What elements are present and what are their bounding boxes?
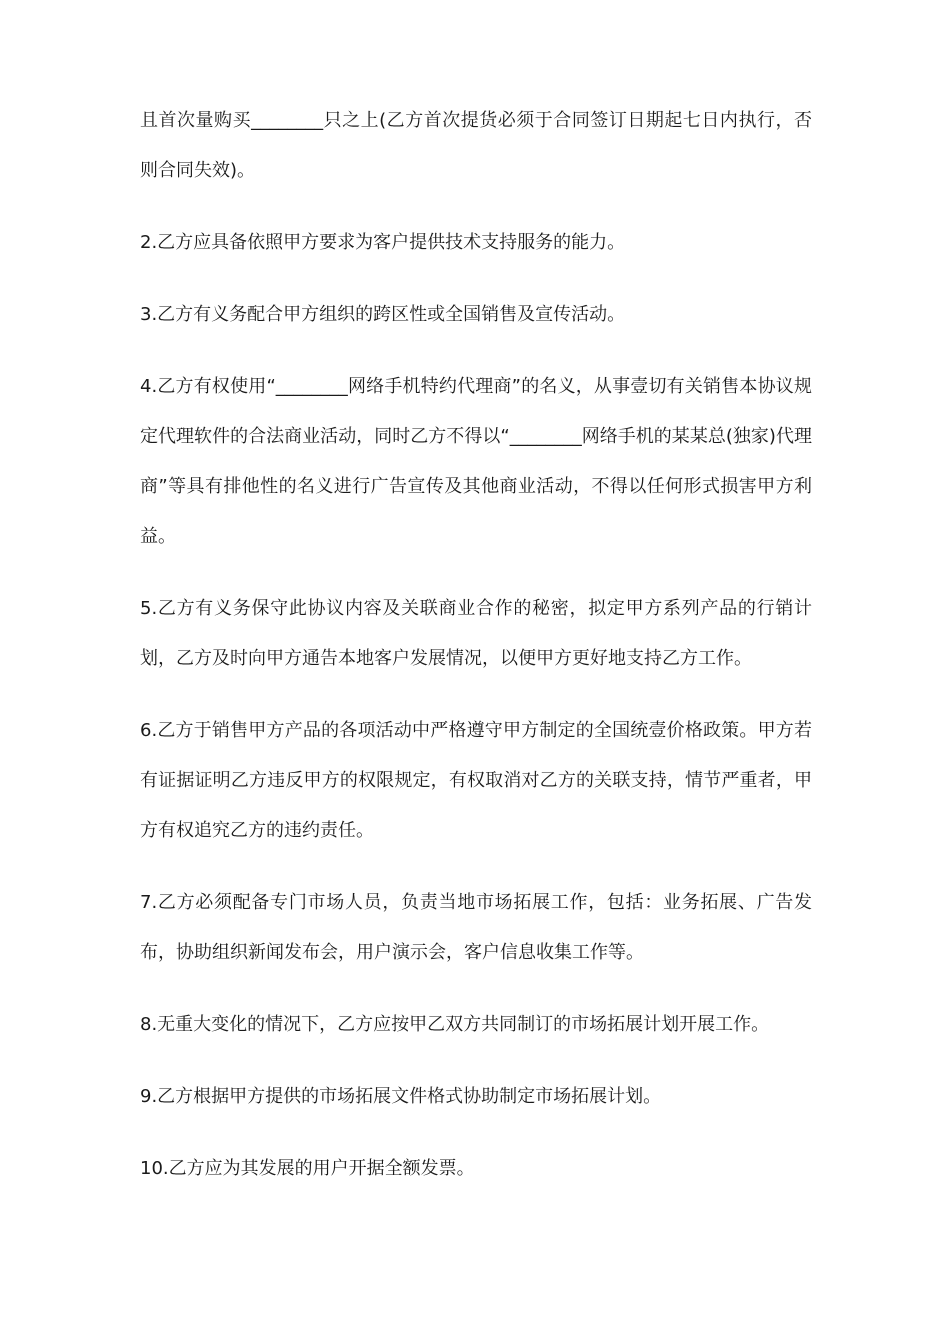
paragraph-continuation: 且首次量购买________只之上(乙方首次提货必须于合同签订日期起七日内执行，否则合同失效)。 — [140, 110, 812, 181]
clause-7: 7.乙方必须配备专门市场人员，负责当地市场拓展工作，包括：业务拓展、广告发布，协助组织新闻发布会，用户演示会，客户信息收集工作等。 — [140, 892, 812, 963]
clause-9: 9.乙方根据甲方提供的市场拓展文件格式协助制定市场拓展计划。 — [140, 1086, 662, 1107]
clause-2: 2.乙方应具备依照甲方要求为客户提供技术支持服务的能力。 — [140, 232, 626, 253]
clause-6: 6.乙方于销售甲方产品的各项活动中严格遵守甲方制定的全国统壹价格政策。甲方若有证据证明乙方违反甲方的权限规定，有权取消对乙方的关联支持，情节严重者，甲方有权追究乙方的违约责任。 — [140, 720, 812, 841]
clause-5: 5.乙方有义务保守此协议内容及关联商业合作的秘密，拟定甲方系列产品的行销计划，乙方及时向甲方通告本地客户发展情况，以便甲方更好地支持乙方工作。 — [140, 598, 812, 669]
document-page — [140, 96, 812, 1216]
clause-8: 8.无重大变化的情况下，乙方应按甲乙双方共同制订的市场拓展计划开展工作。 — [140, 1014, 770, 1035]
clause-3: 3.乙方有义务配合甲方组织的跨区性或全国销售及宣传活动。 — [140, 304, 626, 325]
clause-4: 4.乙方有权使用“________网络手机特约代理商”的名义，从事壹切有关销售本协议规定代理软件的合法商业活动，同时乙方不得以“________网络手机的某某总(独家)代理商”等具有排他性的名义进行广告宣传及其他商业活动，不得以任何形式损害甲方利益。 — [140, 376, 812, 547]
clause-10: 10.乙方应为其发展的用户开据全额发票。 — [140, 1158, 475, 1179]
